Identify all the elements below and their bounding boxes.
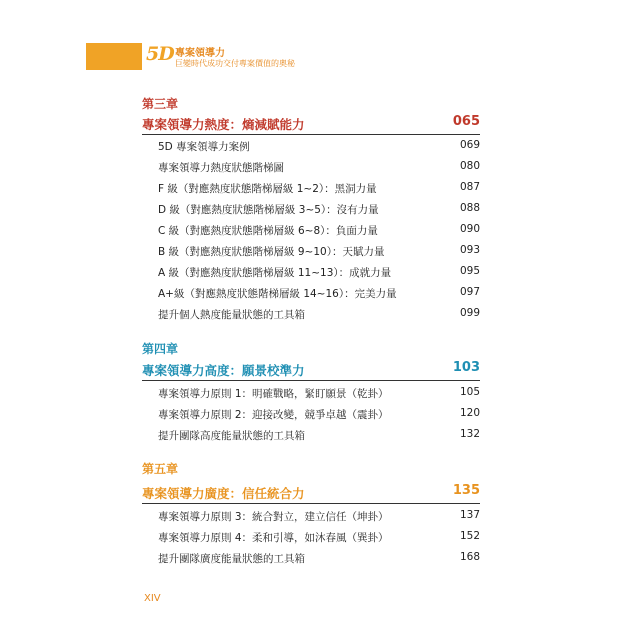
toc-entry[interactable]: [158, 506, 480, 526]
toc-entry-page: 095: [459, 265, 480, 277]
toc-entry-page: 080: [459, 160, 480, 172]
toc-entry-title: F 級（對應熱度狀態階梯層級 1~2）：黑洞力量: [158, 183, 377, 195]
header-accent-bar: [86, 43, 142, 70]
toc-entry-title: 提升團隊廣度能量狀態的工具箱: [158, 553, 305, 565]
toc-entry-title: 專案領導力原則 1：明確戰略，緊盯願景（乾卦）: [158, 388, 389, 400]
chapter-5-page: 135: [452, 483, 480, 498]
book-logo: 5D: [146, 43, 174, 65]
toc-entry-title: 專案領導力原則 4：柔和引導，如沐春風（巽卦）: [158, 532, 389, 544]
chapter-3-title: 專案領導力熱度：熵減賦能力: [142, 117, 305, 132]
toc-entry-title: 專案領導力熱度狀態階梯圖: [158, 162, 284, 174]
toc-entry-title: A+級（對應熱度狀態階梯層級 14~16）：完美力量: [158, 288, 397, 300]
chapter-5-heading[interactable]: [142, 483, 480, 504]
toc-entry[interactable]: [158, 136, 480, 156]
toc-entry-page: 132: [459, 428, 480, 440]
chapter-5-title: 專案領導力廣度：信任統合力: [142, 486, 305, 501]
toc-entry-page: 168: [459, 551, 480, 563]
toc-entry-page: 087: [459, 181, 480, 193]
chapter-3-heading[interactable]: [142, 114, 480, 135]
toc-entry-title: C 級（對應熱度狀態階梯層級 6~8）：負面力量: [158, 225, 378, 237]
toc-entry[interactable]: [158, 262, 480, 282]
chapter-4-label: 第四章: [142, 342, 179, 356]
toc-entry[interactable]: [158, 383, 480, 403]
toc-entry-page: 137: [459, 509, 480, 521]
toc-entry-title: 提升個人熱度能量狀態的工具箱: [158, 309, 305, 321]
toc-entry-title: 提升團隊高度能量狀態的工具箱: [158, 430, 305, 442]
chapter-4-page: 103: [452, 360, 480, 375]
toc-entry-page: 120: [459, 407, 480, 419]
toc-entry[interactable]: [158, 548, 480, 568]
page-number: XIV: [144, 593, 161, 604]
chapter-4-title: 專案領導力高度：願景校準力: [142, 363, 305, 378]
toc-entry[interactable]: [158, 304, 480, 324]
toc-entry-title: A 級（對應熱度狀態階梯層級 11~13）：成就力量: [158, 267, 392, 279]
toc-entry-page: 099: [459, 307, 480, 319]
toc-entry[interactable]: [158, 425, 480, 445]
chapter-3-page: 065: [452, 114, 480, 129]
toc-entry-title: D 級（對應熱度狀態階梯層級 3~5）：沒有力量: [158, 204, 379, 216]
toc-entry-page: 093: [459, 244, 480, 256]
toc-entry-title: 專案領導力原則 2：迎接改變，競爭卓越（震卦）: [158, 409, 389, 421]
toc-entry-page: 069: [459, 139, 480, 151]
toc-entry-title: B 級（對應熱度狀態階梯層級 9~10）：天賦力量: [158, 246, 385, 258]
toc-entry-page: 152: [459, 530, 480, 542]
toc-entry[interactable]: [158, 199, 480, 219]
toc-entry-title: 專案領導力原則 3：統合對立，建立信任（坤卦）: [158, 511, 389, 523]
toc-entry-page: 105: [459, 386, 480, 398]
toc-entry-page: 088: [459, 202, 480, 214]
toc-entry[interactable]: [158, 178, 480, 198]
book-subtitle: 巨變時代成功交付專案價值的奧秘: [175, 59, 295, 68]
toc-entry-page: 090: [459, 223, 480, 235]
toc-entry[interactable]: [158, 527, 480, 547]
chapter-3-label: 第三章: [142, 97, 179, 111]
toc-entry[interactable]: [158, 404, 480, 424]
toc-entry[interactable]: [158, 241, 480, 261]
toc-entry[interactable]: [158, 157, 480, 177]
toc-entry[interactable]: [158, 283, 480, 303]
chapter-4-heading[interactable]: [142, 360, 480, 381]
toc-entry-title: 5D 專案領導力案例: [158, 141, 250, 153]
toc-entry-page: 097: [459, 286, 480, 298]
chapter-5-label: 第五章: [142, 462, 179, 476]
toc-entry[interactable]: [158, 220, 480, 240]
book-title: 專案領導力: [175, 48, 225, 59]
